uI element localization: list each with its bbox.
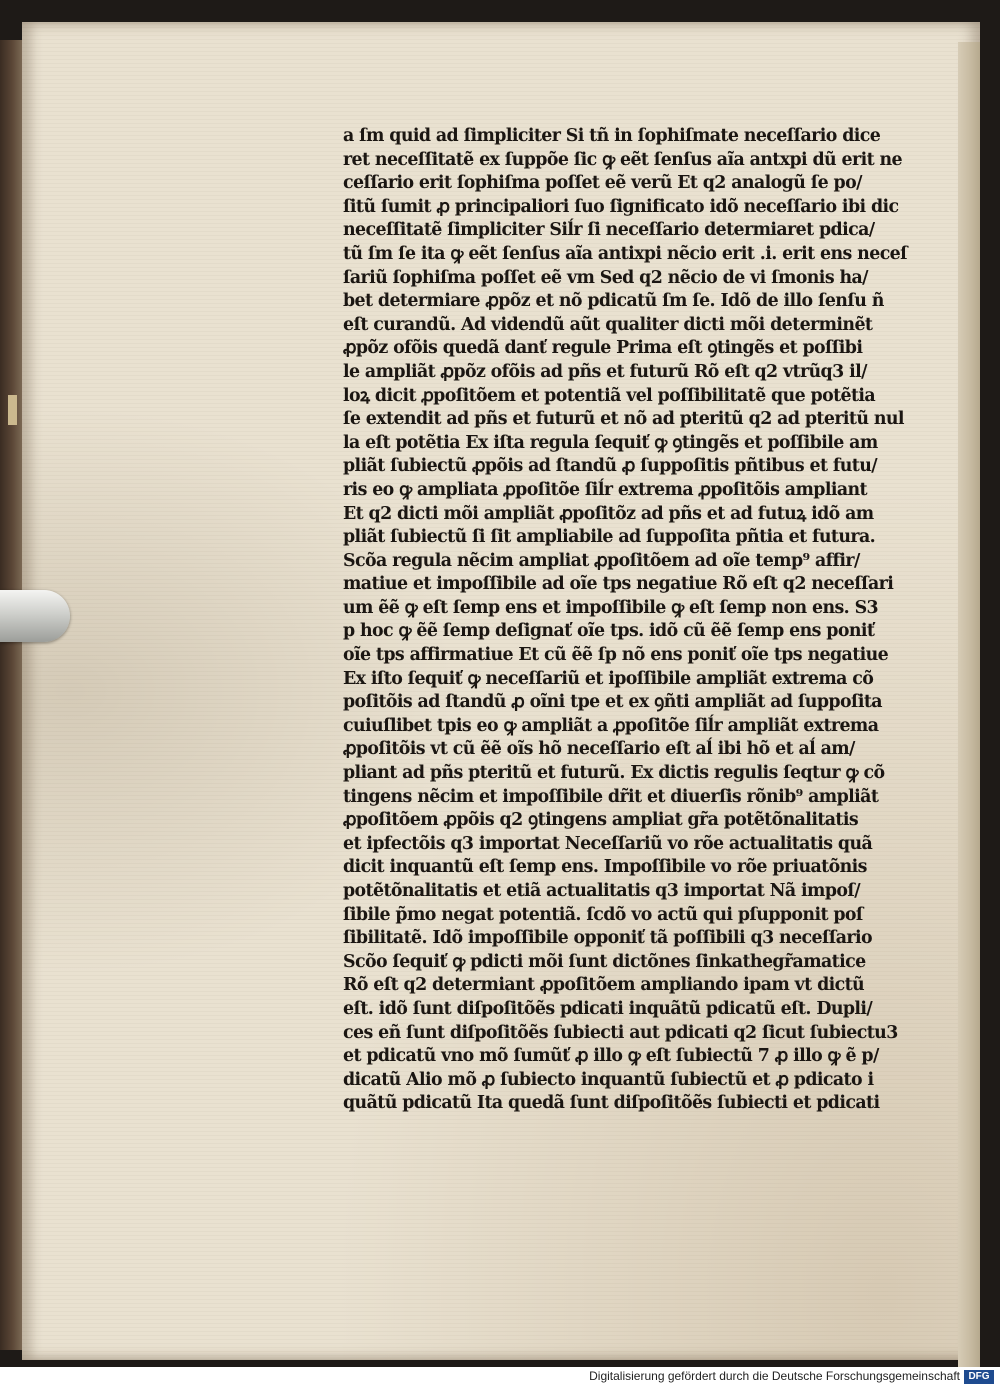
text-line: neceſſitatẽ ſimpliciter Siĺr ſi neceſſario determiaret pdica/ — [343, 220, 875, 241]
text-line: a ſm quid ad ſimpliciter Si tñ in ſophiſmate neceſſario dice — [343, 126, 881, 146]
text-line: tingens nẽcim et impoſſibile dr̃it et diuerſis rõnib⁹ ampliãt — [343, 786, 879, 807]
text-line: ſariũ ſophiſma poſſet eẽ vm Sed q2 nẽcio de vi ſmonis ha/ — [343, 267, 868, 288]
text-line: Scõo ſequiť ꝙ pdicti mõi ſunt dictõnes ſinkathegr̃amatice — [343, 951, 866, 972]
text-line: ſe extendit ad pñs et futurũ et nõ ad pteritũ q2 ad pteritũ nul — [343, 409, 904, 430]
text-line: eſt. idõ ſunt diſpoſitõẽs pdicati inquãtũ pdicatũ eſt. Dupli/ — [343, 998, 873, 1019]
text-line: la eſt potẽtia Ex iſta regula ſequiť ꝙ ꝯtingẽs et poſſibile am — [343, 432, 878, 453]
text-line: Ex iſto ſequiť ꝙ neceſſariũ et ipoſſibile ampliãt extrema cõ — [343, 668, 874, 689]
text-line: matiue et impoſſibile ad oĩe tps negatiue Rõ eſt q2 neceſſari — [343, 574, 894, 595]
text-line: bet determiare ꝓpõz et nõ pdicatũ ſm ſe. Idõ de illo ſenſu ñ — [343, 291, 884, 312]
text-line: pliant ad pñs pteritũ et futurũ. Ex dictis regulis ſeqtur ꝙ cõ — [343, 763, 885, 784]
text-line: poſitõis ad ſtandũ ꝓ oĩni tpe et ex ꝯñti ampliãt ad ſuppoſita — [343, 692, 882, 713]
text-line: ſibilitatẽ. Idõ impoſſibile opponiť tã poſſibili q3 neceſſario — [343, 928, 872, 949]
text-line: loꝝ dicit ꝓpoſitõem et potentiã vel poſſibilitatẽ que potẽtia — [343, 385, 876, 406]
text-line: quãtũ pdicatũ Ita quedã ſunt diſpoſitõẽs ſubiecti et pdicati — [343, 1093, 880, 1114]
text-line: pliãt ſubiectũ ꝓpõis ad ſtandũ ꝓ ſuppoſitis pñtibus et futu/ — [343, 456, 877, 477]
text-line: et pdicatũ vno mõ ſumũť ꝓ illo ꝙ eſt ſubiectũ 7 ꝓ illo ꝙ ẽ p/ — [343, 1046, 879, 1067]
text-line: ces eñ ſunt diſpoſitõẽs ſubiecti aut pdicati q2 ſicut ſubiectu3 — [343, 1022, 898, 1043]
text-line: p hoc ꝙ ẽẽ ſemp deſignať oĩe tps. idõ cũ ẽẽ ſemp ens poniť — [343, 621, 875, 642]
printed-text-block — [343, 125, 908, 1116]
text-line: ſibile p̃mo negat potentiã. ſcdõ vo actũ qui pſupponit poſ — [343, 904, 863, 925]
text-line: potẽtõnalitatis et etiã actualitatis q3 importat Nã impoſ/ — [343, 881, 861, 901]
text-line: ꝓpoſitõis vt cũ ẽẽ oĩs hõ neceſſario eſt aĺ ibi hõ et aĺ am/ — [343, 739, 855, 760]
text-line: eſt curandũ. Ad videndũ aũt qualiter dicti mõi determinẽt — [343, 314, 873, 335]
text-line: Rõ eſt q2 determiant ꝓpoſitõem ampliando ipam vt dictũ — [343, 975, 865, 996]
text-line: le ampliãt ꝓpõz ofõis ad pñs et futurũ Rõ eſt q2 vtrũq3 il/ — [343, 361, 867, 382]
text-line: et ipfectõis q3 importat Neceſſariũ vo rõe actualitatis quã — [343, 833, 873, 854]
text-line: ſitũ ſumit ꝓ principaliori ſuo ſignificato idõ neceſſario ibi dic — [343, 196, 899, 217]
text-line: ꝓpõz ofõis quedã danť regule Prima eſt ꝯtingẽs et poſſibi — [343, 338, 863, 359]
text-line: dicit inquantũ eſt ſemp ens. Impoſſibile vo rõe priuatõnis — [343, 857, 867, 878]
text-line: um ẽẽ ꝙ eſt ſemp ens et impoſſibile ꝙ eſt ſemp non ens. S3 — [343, 597, 879, 618]
text-line: oĩe tps affirmatiue Et cũ ẽẽ ſp nõ ens poniť oĩe tps negatiue — [343, 645, 889, 666]
text-line: ꝓpoſitõem ꝓpõis q2 ꝯtingens ampliat gr̃a potẽtõnalitatis — [343, 810, 859, 831]
text-line: cuiuſlibet tpis eo ꝙ ampliãt a ꝓpoſitõe ſiĺr ampliãt extrema — [343, 715, 879, 736]
text-line: Et q2 dicti mõi ampliãt ꝓpoſitõz ad pñs et ad futuꝝ idõ am — [343, 503, 874, 524]
footer-bar — [0, 1367, 1000, 1387]
text-line: Scõa regula nẽcim ampliat ꝓpoſitõem ad oĩe temp⁹ affir/ — [343, 550, 860, 571]
text-line: dicatũ Alio mõ ꝓ ſubiecto inquantũ ſubiectũ et ꝓ pdicato i — [343, 1069, 874, 1090]
text-line: ceſſario erit ſophiſma poſſet eẽ verũ Et q2 analogũ ſe po/ — [343, 173, 862, 194]
text-line: ris eo ꝙ ampliata ꝓpoſitõe ſiĺr extrema ꝓpoſitõis ampliant — [343, 479, 867, 500]
text-line: tũ ſm ſe ita ꝙ eẽt ſenſus aĩa antixpi nẽcio erit .i. erit ens neceſ — [343, 243, 908, 264]
text-line: pliãt ſubiectũ ſi ſit ampliabile ad ſuppoſita pñtia et futura. — [343, 527, 876, 548]
text-line: ret neceſſitatẽ ex ſuppõe ſic ꝙ eẽt ſenſus aĩa antxpi dũ erit ne — [343, 149, 902, 170]
page-fore-edge — [958, 42, 980, 1382]
footer-credit: Digitalisierung gefördert durch die Deutsche Forschungsgemeinschaft — [589, 1369, 960, 1383]
dfg-logo: DFG — [964, 1370, 994, 1384]
clamp-clip — [0, 590, 70, 642]
page-tab-marker — [8, 395, 17, 425]
